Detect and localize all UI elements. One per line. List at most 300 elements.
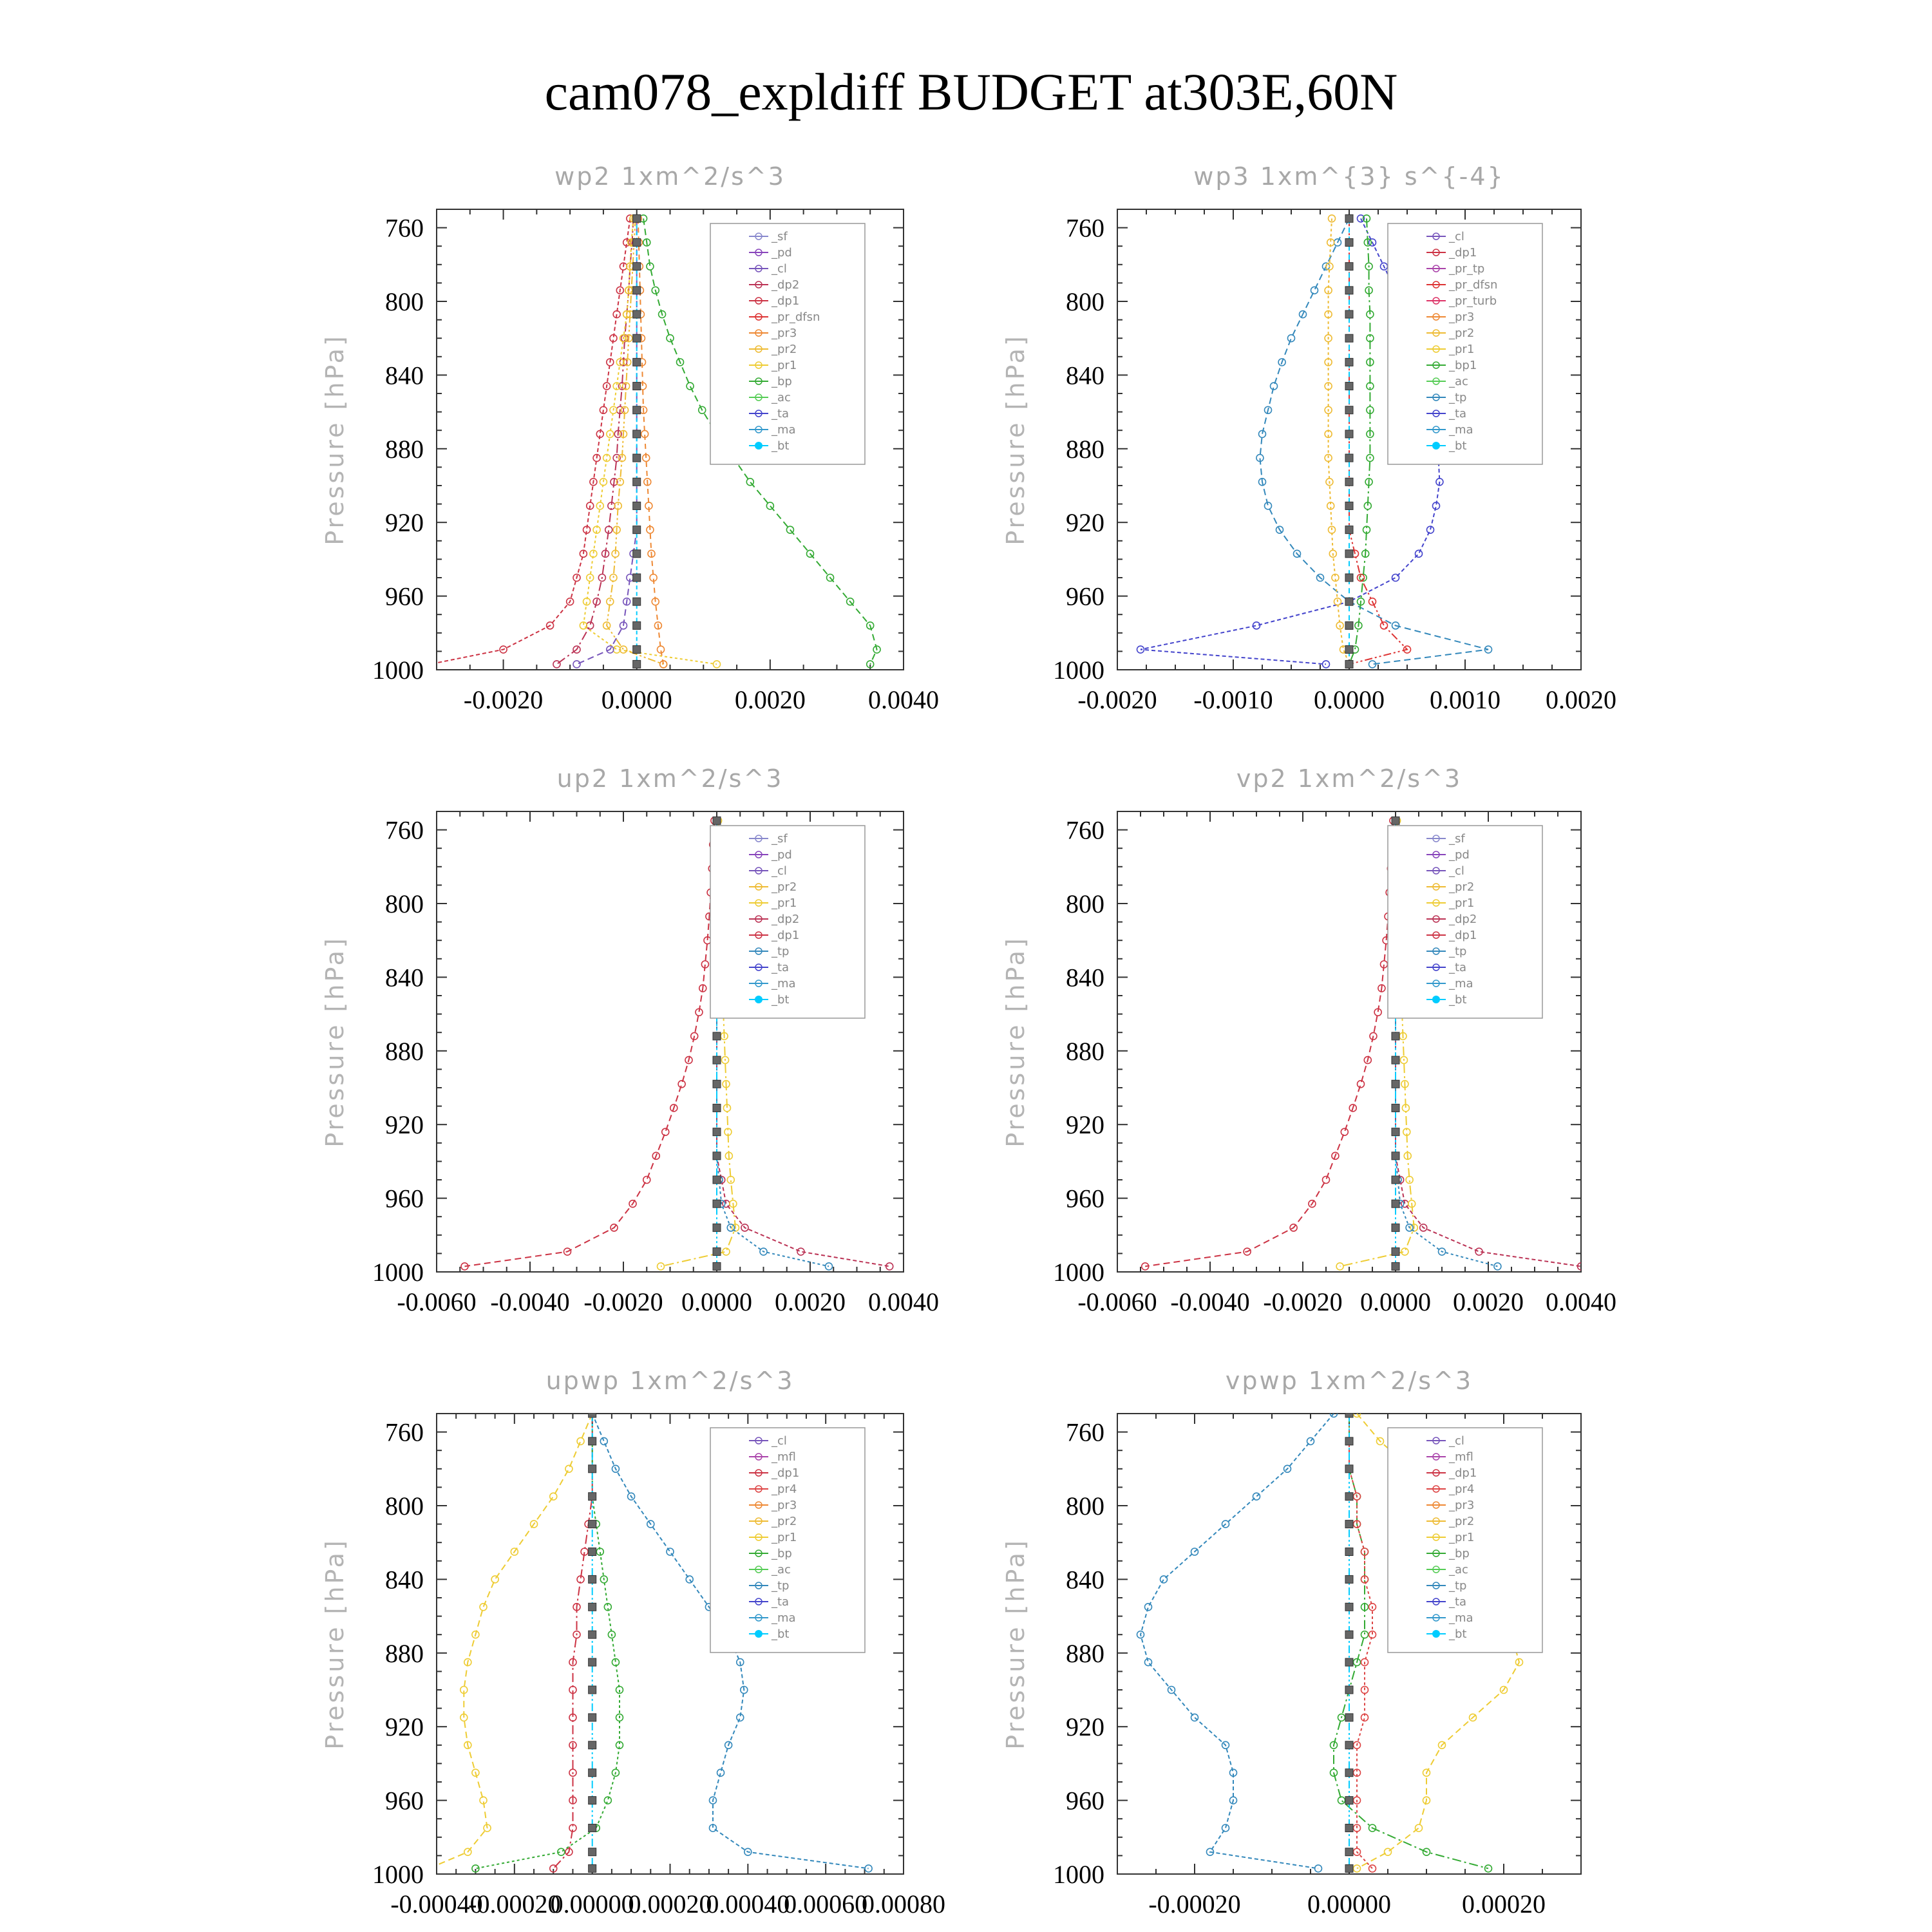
legend-label: _pr2 bbox=[1449, 1515, 1475, 1528]
series-line-pr1 bbox=[583, 218, 717, 664]
x-tick-label: -0.0020 bbox=[583, 1287, 663, 1316]
series-point-dp2 bbox=[587, 622, 594, 629]
y-tick-label: 920 bbox=[1066, 1110, 1104, 1140]
series-point-bp bbox=[1338, 1797, 1345, 1804]
panel-2 bbox=[1001, 162, 1616, 714]
y-tick-label: 880 bbox=[385, 434, 424, 464]
series-point-tp bbox=[1253, 1493, 1260, 1500]
y-tick-label: 920 bbox=[385, 508, 424, 538]
legend-label: _pr_dfsn bbox=[1449, 278, 1498, 292]
series-point-bt bbox=[633, 238, 641, 246]
series-point-bt bbox=[633, 660, 641, 668]
series-point-bt bbox=[1392, 1248, 1399, 1256]
y-tick-label: 1000 bbox=[372, 656, 424, 685]
legend-label: _pr_turb bbox=[1449, 294, 1497, 308]
series-point-bt bbox=[713, 1032, 721, 1040]
series-point-tp bbox=[1494, 1263, 1501, 1270]
y-tick-label: 1000 bbox=[372, 1258, 424, 1287]
legend-label: _pr2 bbox=[772, 880, 797, 894]
series-point-bt bbox=[1392, 1032, 1399, 1040]
series-point-tp bbox=[1222, 1824, 1229, 1832]
series-point-bt bbox=[589, 1769, 596, 1777]
series-point-pr1 bbox=[480, 1604, 487, 1611]
series-point-bt bbox=[1392, 1200, 1399, 1208]
series-point-bt bbox=[589, 1714, 596, 1721]
series-point-bt bbox=[633, 454, 641, 462]
y-tick-label: 960 bbox=[1066, 582, 1104, 611]
y-tick-label: 880 bbox=[1066, 434, 1104, 464]
x-tick-label: -0.00020 bbox=[468, 1889, 561, 1918]
y-tick-label: 760 bbox=[1066, 815, 1104, 845]
series-line-bp bbox=[475, 1414, 620, 1868]
series-point-bt bbox=[1392, 1056, 1399, 1064]
series-point-bt bbox=[1392, 1224, 1399, 1231]
series-point-bt bbox=[1345, 598, 1353, 605]
series-point-bt bbox=[589, 1410, 596, 1417]
panel-4 bbox=[1001, 764, 1616, 1316]
y-tick-label: 840 bbox=[1066, 361, 1104, 390]
legend-label: _ma bbox=[1449, 977, 1473, 990]
legend-label: _ta bbox=[1449, 961, 1467, 974]
series-point-bt bbox=[713, 1080, 721, 1088]
legend-label: _dp1 bbox=[1449, 929, 1477, 942]
series-point-bt bbox=[1345, 1824, 1353, 1832]
series-point-ta bbox=[1416, 550, 1423, 557]
y-tick-label: 800 bbox=[385, 287, 424, 316]
legend-label: _bt bbox=[1449, 439, 1467, 453]
series-point-bt bbox=[713, 1176, 721, 1184]
panel-title: upwp 1xm^2/s^3 bbox=[545, 1367, 795, 1395]
y-axis-label: Pressure [hPa] bbox=[321, 1538, 349, 1750]
series-point-bt bbox=[589, 1631, 596, 1638]
y-tick-label: 760 bbox=[385, 1417, 424, 1447]
series-point-bt bbox=[633, 621, 641, 629]
series-line-pr2 bbox=[1329, 218, 1349, 664]
legend-label: _dp1 bbox=[772, 1466, 800, 1480]
legend bbox=[710, 223, 865, 464]
series-point-bt bbox=[633, 502, 641, 509]
x-tick-label: 0.0040 bbox=[868, 1287, 939, 1316]
series-point-tp bbox=[1288, 335, 1295, 342]
series-point-bt bbox=[713, 1128, 721, 1136]
x-tick-label: 0.0010 bbox=[1430, 685, 1501, 714]
series-line-cl bbox=[577, 218, 637, 664]
legend-marker bbox=[1432, 1630, 1440, 1638]
series-point-bt bbox=[1345, 502, 1353, 509]
series-point-bp bbox=[746, 478, 753, 486]
series-point-bt bbox=[633, 214, 641, 222]
x-tick-label: 0.0000 bbox=[1314, 685, 1385, 714]
y-tick-label: 880 bbox=[1066, 1036, 1104, 1066]
y-tick-label: 880 bbox=[385, 1036, 424, 1066]
legend-label: _pd bbox=[772, 848, 792, 862]
series-point-pr1 bbox=[577, 1437, 584, 1444]
series-point-bt bbox=[1345, 214, 1353, 222]
series-point-bp bbox=[1485, 1865, 1492, 1872]
series-point-bt bbox=[713, 817, 721, 824]
legend-label: _pr2 bbox=[1449, 327, 1475, 340]
x-tick-label: -0.00020 bbox=[1148, 1889, 1241, 1918]
series-point-bt bbox=[589, 1797, 596, 1804]
series-point-bt bbox=[1345, 550, 1353, 558]
legend-label: _bp bbox=[772, 1547, 792, 1560]
series-point-bt bbox=[1345, 621, 1353, 629]
series-point-pr1 bbox=[491, 1576, 498, 1583]
series-point-bt bbox=[1392, 1262, 1399, 1270]
series-point-bt bbox=[633, 550, 641, 558]
legend bbox=[1388, 826, 1542, 1018]
series-point-dp1 bbox=[1358, 1081, 1365, 1088]
series-point-bp bbox=[766, 502, 773, 509]
legend-label: _pr2 bbox=[1449, 880, 1475, 894]
y-tick-label: 920 bbox=[1066, 1712, 1104, 1742]
x-tick-label: 0.0020 bbox=[734, 685, 806, 714]
series-point-bt bbox=[713, 1248, 721, 1256]
series-point-bt bbox=[1345, 1848, 1353, 1856]
series-point-bt bbox=[713, 1224, 721, 1231]
series-point-tp bbox=[826, 1263, 833, 1270]
legend-label: _dp2 bbox=[772, 278, 800, 292]
series-point-bt bbox=[589, 1437, 596, 1445]
series-point-bt bbox=[1345, 1741, 1353, 1749]
legend-label: _ac bbox=[772, 391, 791, 404]
series-point-tp bbox=[717, 1769, 724, 1776]
legend-label: _pr_dfsn bbox=[772, 310, 820, 324]
x-tick-label: -0.0020 bbox=[1077, 685, 1157, 714]
legend-label: _pr_tp bbox=[1449, 262, 1485, 276]
legend-label: _sf bbox=[1449, 832, 1465, 846]
legend-label: _pd bbox=[1449, 848, 1470, 862]
legend-label: _pr1 bbox=[1449, 343, 1475, 356]
series-point-dp1 bbox=[678, 1081, 685, 1088]
y-tick-label: 960 bbox=[385, 1184, 424, 1213]
series-point-tp bbox=[1145, 1604, 1152, 1611]
series-point-bt bbox=[1392, 817, 1399, 824]
series-point-bt bbox=[713, 1056, 721, 1064]
legend-label: _pr4 bbox=[772, 1482, 797, 1496]
x-tick-label: 0.00040 bbox=[706, 1889, 790, 1918]
legend-label: _pr2 bbox=[772, 1515, 797, 1528]
series-point-ta bbox=[1392, 574, 1399, 582]
y-tick-label: 760 bbox=[1066, 213, 1104, 243]
legend-label: _dp1 bbox=[772, 929, 800, 942]
series-point-cl bbox=[573, 661, 580, 668]
series-point-dp1 bbox=[643, 1177, 650, 1184]
y-tick-label: 760 bbox=[385, 213, 424, 243]
series-point-tp bbox=[1315, 1865, 1322, 1872]
legend-label: _dp2 bbox=[1449, 913, 1477, 926]
y-axis-label: Pressure [hPa] bbox=[321, 334, 349, 545]
panel-3 bbox=[321, 764, 939, 1316]
legend-label: _mfl bbox=[772, 1450, 796, 1464]
series-point-bt bbox=[1345, 646, 1353, 654]
series-point-bt bbox=[1345, 1658, 1353, 1666]
legend-label: _ac bbox=[1449, 1563, 1468, 1577]
legend-label: _tp bbox=[772, 945, 790, 958]
legend-label: _ma bbox=[1449, 423, 1473, 437]
series-point-bt bbox=[1345, 287, 1353, 294]
series-point-bt bbox=[1345, 1769, 1353, 1777]
y-tick-label: 840 bbox=[1066, 1565, 1104, 1595]
series-point-bt bbox=[589, 1824, 596, 1832]
series-point-bt bbox=[1345, 1410, 1353, 1417]
legend-marker bbox=[755, 442, 762, 450]
legend-label: _pr3 bbox=[772, 1499, 797, 1512]
legend-label: _dp1 bbox=[1449, 246, 1477, 260]
legend-label: _cl bbox=[772, 262, 787, 276]
series-point-ta bbox=[1323, 661, 1330, 668]
legend-label: _ta bbox=[1449, 1595, 1467, 1609]
legend-label: _cl bbox=[772, 864, 787, 878]
x-tick-label: -0.0060 bbox=[397, 1287, 477, 1316]
x-tick-label: 0.0000 bbox=[601, 685, 672, 714]
series-point-bt bbox=[589, 1658, 596, 1666]
x-tick-label: 0.00060 bbox=[784, 1889, 868, 1918]
series-point-pr1 bbox=[1336, 1263, 1343, 1270]
series-point-pr1 bbox=[565, 1465, 573, 1472]
legend-label: _pr3 bbox=[1449, 1499, 1475, 1512]
legend-label: _pr1 bbox=[1449, 896, 1475, 910]
series-point-pr_dfsn bbox=[1381, 622, 1388, 629]
series-point-pr1 bbox=[550, 1493, 557, 1500]
series-point-bt bbox=[1345, 430, 1353, 438]
y-tick-label: 920 bbox=[385, 1712, 424, 1742]
series-point-bt bbox=[1345, 1465, 1353, 1473]
series-point-bt bbox=[1345, 1603, 1353, 1611]
y-tick-label: 920 bbox=[1066, 508, 1104, 538]
x-tick-label: -0.0020 bbox=[1263, 1287, 1343, 1316]
legend-label: _pr3 bbox=[1449, 310, 1475, 324]
series-point-bt bbox=[633, 287, 641, 294]
legend-label: _ta bbox=[772, 407, 790, 421]
legend-label: _tp bbox=[1449, 945, 1467, 958]
series-point-bt bbox=[1345, 1437, 1353, 1445]
y-tick-label: 800 bbox=[385, 1492, 424, 1520]
series-point-pr1 bbox=[658, 1263, 665, 1270]
legend-label: _ta bbox=[772, 1595, 790, 1609]
series-point-bt bbox=[1345, 1575, 1353, 1583]
series-point-bt bbox=[1392, 1176, 1399, 1184]
series-point-pr1 bbox=[1416, 1824, 1423, 1832]
x-tick-label: 0.00020 bbox=[1462, 1889, 1546, 1918]
series-point-bt bbox=[633, 526, 641, 534]
series-point-bt bbox=[633, 358, 641, 366]
series-point-bt bbox=[1392, 1080, 1399, 1088]
series-point-bt bbox=[1392, 1152, 1399, 1160]
legend-label: _bt bbox=[772, 1627, 790, 1641]
legend-marker bbox=[755, 1630, 762, 1638]
y-tick-label: 800 bbox=[1066, 889, 1104, 918]
figure-title: cam078_expldiff BUDGET at303E,60N bbox=[544, 62, 1398, 121]
panel-1 bbox=[321, 162, 939, 714]
series-point-dp1 bbox=[1323, 1177, 1330, 1184]
series-point-bt bbox=[633, 383, 641, 390]
legend-label: _ma bbox=[772, 977, 796, 990]
x-tick-label: -0.0020 bbox=[463, 685, 544, 714]
series-point-pr4 bbox=[1369, 1865, 1376, 1872]
y-tick-label: 1000 bbox=[1053, 656, 1104, 685]
series-point-bt bbox=[1345, 660, 1353, 668]
series-point-bt bbox=[1345, 574, 1353, 582]
legend-label: _bt bbox=[772, 993, 790, 1007]
x-tick-label: -0.0040 bbox=[490, 1287, 570, 1316]
series-point-bt bbox=[1345, 1714, 1353, 1721]
series-point-bt bbox=[589, 1548, 596, 1556]
series-line-bp1 bbox=[1349, 218, 1370, 664]
legend-label: _cl bbox=[1449, 1434, 1464, 1448]
legend-label: _tp bbox=[1449, 1579, 1467, 1593]
series-point-bt bbox=[1345, 310, 1353, 318]
y-tick-label: 840 bbox=[385, 1565, 424, 1595]
series-point-bt bbox=[1345, 1864, 1353, 1872]
x-tick-label: -0.0060 bbox=[1077, 1287, 1157, 1316]
legend-label: _ma bbox=[772, 1611, 796, 1625]
series-point-bp bbox=[687, 383, 694, 390]
series-point-bt bbox=[1345, 1631, 1353, 1638]
y-tick-label: 920 bbox=[385, 1110, 424, 1140]
legend bbox=[1388, 1428, 1542, 1653]
series-point-pr1 bbox=[425, 1865, 432, 1872]
series-point-dp1 bbox=[662, 1128, 669, 1135]
series-point-bp bbox=[1361, 1631, 1368, 1638]
series-point-tp bbox=[667, 1548, 674, 1555]
series-point-bt bbox=[1345, 478, 1353, 486]
y-tick-label: 840 bbox=[385, 361, 424, 390]
series-point-pr1 bbox=[714, 661, 721, 668]
series-point-bt bbox=[1345, 1548, 1353, 1556]
legend-label: _bp bbox=[772, 375, 792, 388]
series-point-bt bbox=[1345, 238, 1353, 246]
series-point-tp bbox=[1145, 1659, 1152, 1666]
series-line-pr3 bbox=[638, 218, 663, 664]
series-line-dp1 bbox=[465, 820, 715, 1266]
y-tick-label: 1000 bbox=[1053, 1258, 1104, 1287]
series-point-tp bbox=[600, 1437, 607, 1444]
panel-title: vpwp 1xm^2/s^3 bbox=[1225, 1367, 1473, 1395]
series-point-bt bbox=[633, 263, 641, 270]
legend-label: _pr3 bbox=[772, 327, 797, 340]
legend-label: _bt bbox=[772, 439, 790, 453]
x-tick-label: 0.0000 bbox=[681, 1287, 752, 1316]
legend-label: _sf bbox=[772, 230, 788, 243]
legend-label: _ta bbox=[1449, 407, 1467, 421]
series-point-bt bbox=[1345, 1493, 1353, 1501]
y-tick-label: 840 bbox=[385, 963, 424, 992]
legend bbox=[710, 826, 865, 1018]
series-point-bt bbox=[589, 1603, 596, 1611]
y-tick-label: 960 bbox=[1066, 1184, 1104, 1213]
x-tick-label: 0.0000 bbox=[1360, 1287, 1431, 1316]
legend-label: _tp bbox=[772, 1579, 790, 1593]
panel-5 bbox=[321, 1367, 945, 1918]
x-tick-label: 0.00020 bbox=[628, 1889, 712, 1918]
series-point-bt bbox=[1345, 383, 1353, 390]
legend-label: _pr1 bbox=[772, 359, 797, 372]
y-axis-label: Pressure [hPa] bbox=[1001, 334, 1030, 545]
legend-label: _pr2 bbox=[772, 343, 797, 356]
series-point-dp1 bbox=[1341, 1128, 1348, 1135]
legend-label: _mfl bbox=[1449, 1450, 1473, 1464]
series-point-bt bbox=[1392, 1128, 1399, 1136]
legend-label: _pr1 bbox=[772, 1531, 797, 1544]
series-point-dp1 bbox=[426, 661, 433, 668]
x-tick-label: -0.00040 bbox=[390, 1889, 483, 1918]
y-tick-label: 840 bbox=[1066, 963, 1104, 992]
series-point-bt bbox=[713, 1152, 721, 1160]
series-line-dp1 bbox=[553, 1414, 592, 1868]
x-tick-label: 0.0040 bbox=[1546, 1287, 1616, 1316]
y-tick-label: 1000 bbox=[1053, 1860, 1104, 1889]
legend-label: _tp bbox=[1449, 391, 1467, 404]
legend-marker bbox=[755, 996, 762, 1003]
y-tick-label: 800 bbox=[1066, 1492, 1104, 1520]
legend-label: _dp1 bbox=[772, 294, 800, 308]
series-point-bt bbox=[589, 1575, 596, 1583]
series-point-bt bbox=[633, 310, 641, 318]
series-point-bp bbox=[604, 1797, 611, 1804]
series-point-bt bbox=[633, 574, 641, 582]
y-tick-label: 880 bbox=[1066, 1638, 1104, 1668]
x-tick-label: 0.0040 bbox=[868, 685, 939, 714]
legend-marker bbox=[1432, 442, 1440, 450]
legend-label: _pr4 bbox=[1449, 1482, 1475, 1496]
x-tick-label: 0.00000 bbox=[1307, 1889, 1391, 1918]
legend-label: _bt bbox=[1449, 993, 1467, 1007]
series-point-tp bbox=[1311, 287, 1318, 294]
series-point-bt bbox=[1345, 454, 1353, 462]
series-point-bt bbox=[713, 1200, 721, 1208]
series-point-tp bbox=[686, 1576, 693, 1583]
legend-label: _sf bbox=[772, 832, 788, 846]
series-point-bt bbox=[713, 1262, 721, 1270]
series-line-pr1 bbox=[429, 1414, 592, 1868]
x-tick-label: 0.00000 bbox=[550, 1889, 634, 1918]
legend-label: _pr1 bbox=[772, 896, 797, 910]
series-point-bt bbox=[589, 1848, 596, 1856]
y-axis-label: Pressure [hPa] bbox=[321, 936, 349, 1148]
legend-label: _ma bbox=[772, 423, 796, 437]
legend-label: _pr1 bbox=[1449, 1531, 1475, 1544]
panel-title: vp2 1xm^2/s^3 bbox=[1236, 764, 1463, 793]
legend bbox=[710, 1428, 865, 1653]
legend-label: _dp2 bbox=[772, 913, 800, 926]
series-point-bt bbox=[713, 1104, 721, 1112]
series-line-dp1 bbox=[1145, 820, 1393, 1266]
x-tick-label: -0.0010 bbox=[1193, 685, 1273, 714]
series-point-bt bbox=[633, 430, 641, 438]
series-point-bt bbox=[589, 1465, 596, 1473]
series-point-tp bbox=[865, 1865, 872, 1872]
x-tick-label: 0.0020 bbox=[775, 1287, 846, 1316]
x-tick-label: 0.0020 bbox=[1546, 685, 1616, 714]
series-point-bt bbox=[1345, 1686, 1353, 1694]
series-line-dp1 bbox=[430, 218, 630, 664]
legend-label: _bp1 bbox=[1449, 359, 1477, 372]
series-line-dp2 bbox=[556, 218, 633, 664]
y-tick-label: 1000 bbox=[372, 1860, 424, 1889]
legend-label: _ta bbox=[772, 961, 790, 974]
legend-label: _cl bbox=[772, 1434, 787, 1448]
y-tick-label: 880 bbox=[385, 1638, 424, 1668]
legend-label: _ac bbox=[772, 1563, 791, 1577]
y-tick-label: 800 bbox=[1066, 287, 1104, 316]
series-point-pr1 bbox=[1354, 1865, 1361, 1872]
y-tick-label: 960 bbox=[1066, 1786, 1104, 1815]
series-point-tp bbox=[1307, 1437, 1314, 1444]
y-axis-label: Pressure [hPa] bbox=[1001, 936, 1030, 1148]
panel-title: up2 1xm^2/s^3 bbox=[556, 764, 784, 793]
legend-marker bbox=[1432, 996, 1440, 1003]
